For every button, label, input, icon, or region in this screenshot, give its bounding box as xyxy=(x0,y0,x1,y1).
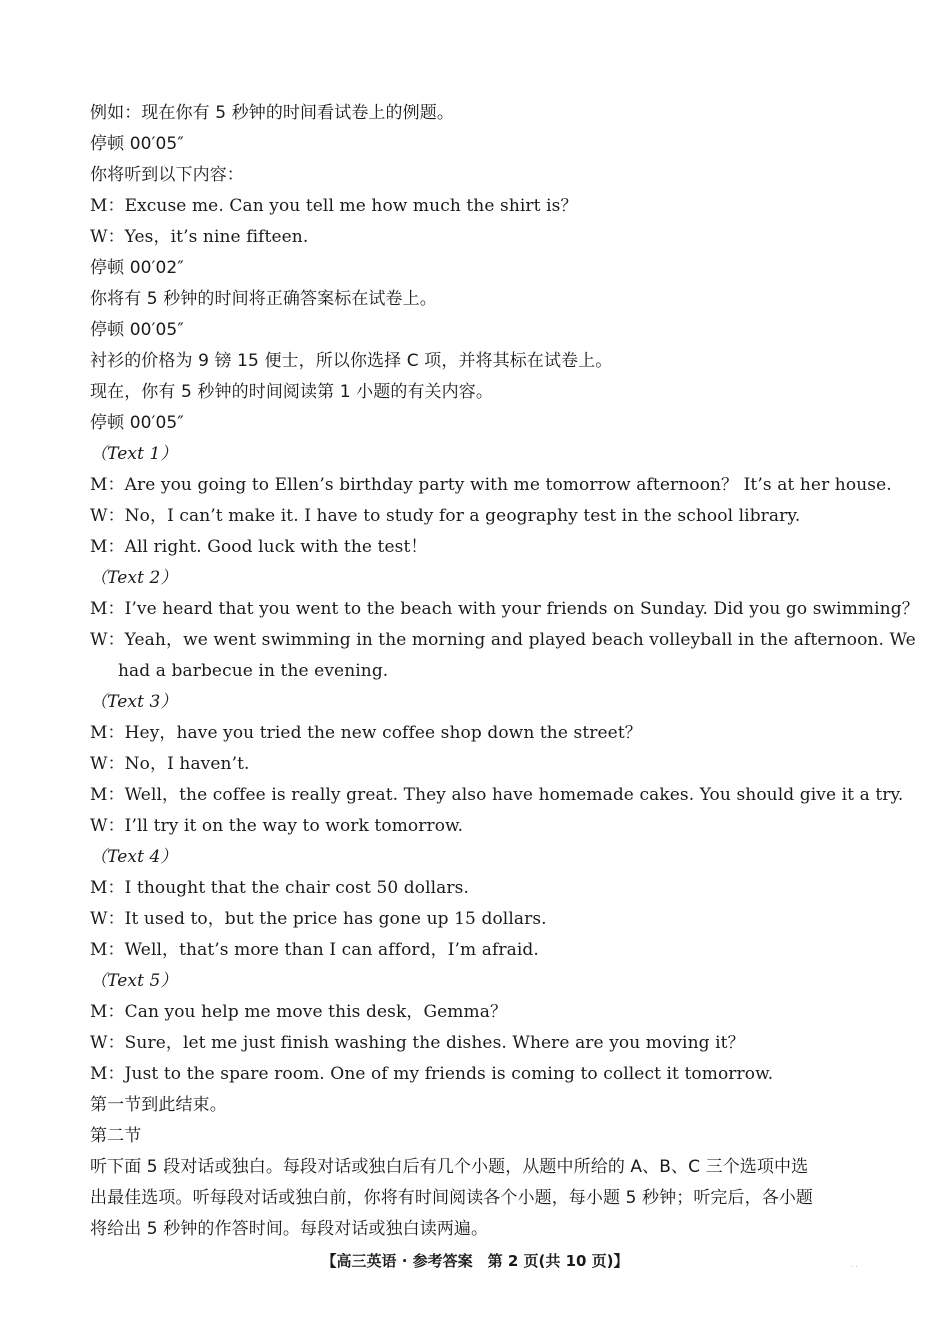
dialogue-line-continued: had a barbecue in the evening. xyxy=(118,661,389,681)
text-label: （Text 2） xyxy=(90,568,178,588)
intro-line: 例如：现在你有 5 秒钟的时间看试卷上的例题。 xyxy=(90,103,454,123)
page-content xyxy=(90,98,919,1245)
corner-dots: · · xyxy=(851,1263,858,1271)
text-label: （Text 4） xyxy=(90,847,178,867)
text-label: （Text 5） xyxy=(90,971,178,991)
dialogue-line: W：Yes，it’s nine fifteen. xyxy=(90,227,309,247)
dialogue-line: M：Just to the spare room. One of my friends is coming to collect it tomorrow. xyxy=(90,1064,774,1084)
pause-line: 停顿 00′05″ xyxy=(90,320,184,340)
section-title: 第二节 xyxy=(90,1126,142,1146)
dialogue-line: M：Excuse me. Can you tell me how much the shirt is？ xyxy=(90,196,578,216)
dialogue-line: M：Can you help me move this desk，Gemma？ xyxy=(90,1002,508,1022)
dialogue-line: M：I thought that the chair cost 50 dollars. xyxy=(90,878,469,898)
dialogue-line: M：Well，the coffee is really great. They also have homemade cakes. You should give it a try. xyxy=(90,785,904,805)
text-label: （Text 3） xyxy=(90,692,178,712)
pause-line: 停顿 00′05″ xyxy=(90,413,184,433)
dialogue-line: M：Well，that’s more than I can afford，I’m afraid. xyxy=(90,940,539,960)
dialogue-line: M：Hey，have you tried the new coffee shop down the street？ xyxy=(90,723,642,743)
intro-line: 衬衫的价格为 9 镑 15 便士，所以你选择 C 项，并将其标在试卷上。 xyxy=(90,351,613,371)
dialogue-line: W：It used to，but the price has gone up 15 dollars. xyxy=(90,909,547,929)
dialogue-line: W：Sure，let me just finish washing the dishes. Where are you moving it？ xyxy=(90,1033,745,1053)
pause-line: 停顿 00′05″ xyxy=(90,134,184,154)
dialogue-line: W：I’ll try it on the way to work tomorrow. xyxy=(90,816,464,836)
pause-line: 停顿 00′02″ xyxy=(90,258,184,278)
intro-line: 你将有 5 秒钟的时间将正确答案标在试卷上。 xyxy=(90,289,437,309)
dialogue-line: M：Are you going to Ellen’s birthday party with me tomorrow afternoon？ It’s at her house. xyxy=(90,475,892,495)
text-label: （Text 1） xyxy=(90,444,178,464)
dialogue-line: W：Yeah，we went swimming in the morning and played beach volleyball in the afternoon. We xyxy=(90,630,916,650)
dialogue-line: W：No，I haven’t. xyxy=(90,754,250,774)
intro-line: 现在，你有 5 秒钟的时间阅读第 1 小题的有关内容。 xyxy=(90,382,493,402)
dialogue-line: M：All right. Good luck with the test！ xyxy=(90,537,428,557)
dialogue-line: M：I’ve heard that you went to the beach with your friends on Sunday. Did you go swimming？ xyxy=(90,599,919,619)
instruction-line: 出最佳选项。听每段对话或独白前，你将有时间阅读各个小题，每小题 5 秒钟；听完后，各小题 xyxy=(90,1188,814,1208)
instruction-line: 听下面 5 段对话或独白。每段对话或独白后有几个小题，从题中所给的 A、B、C 三个选项中选 xyxy=(90,1157,809,1177)
instruction-line: 将给出 5 秒钟的作答时间。每段对话或独白读两遍。 xyxy=(90,1219,489,1239)
section-end-note: 第一节到此结束。 xyxy=(90,1095,227,1115)
page-footer: 【高三英语 · 参考答案 第 2 页(共 10 页)】 xyxy=(321,1252,629,1270)
intro-line: 你将听到以下内容： xyxy=(90,165,244,185)
dialogue-line: W：No，I can’t make it. I have to study for a geography test in the school library. xyxy=(90,506,801,526)
